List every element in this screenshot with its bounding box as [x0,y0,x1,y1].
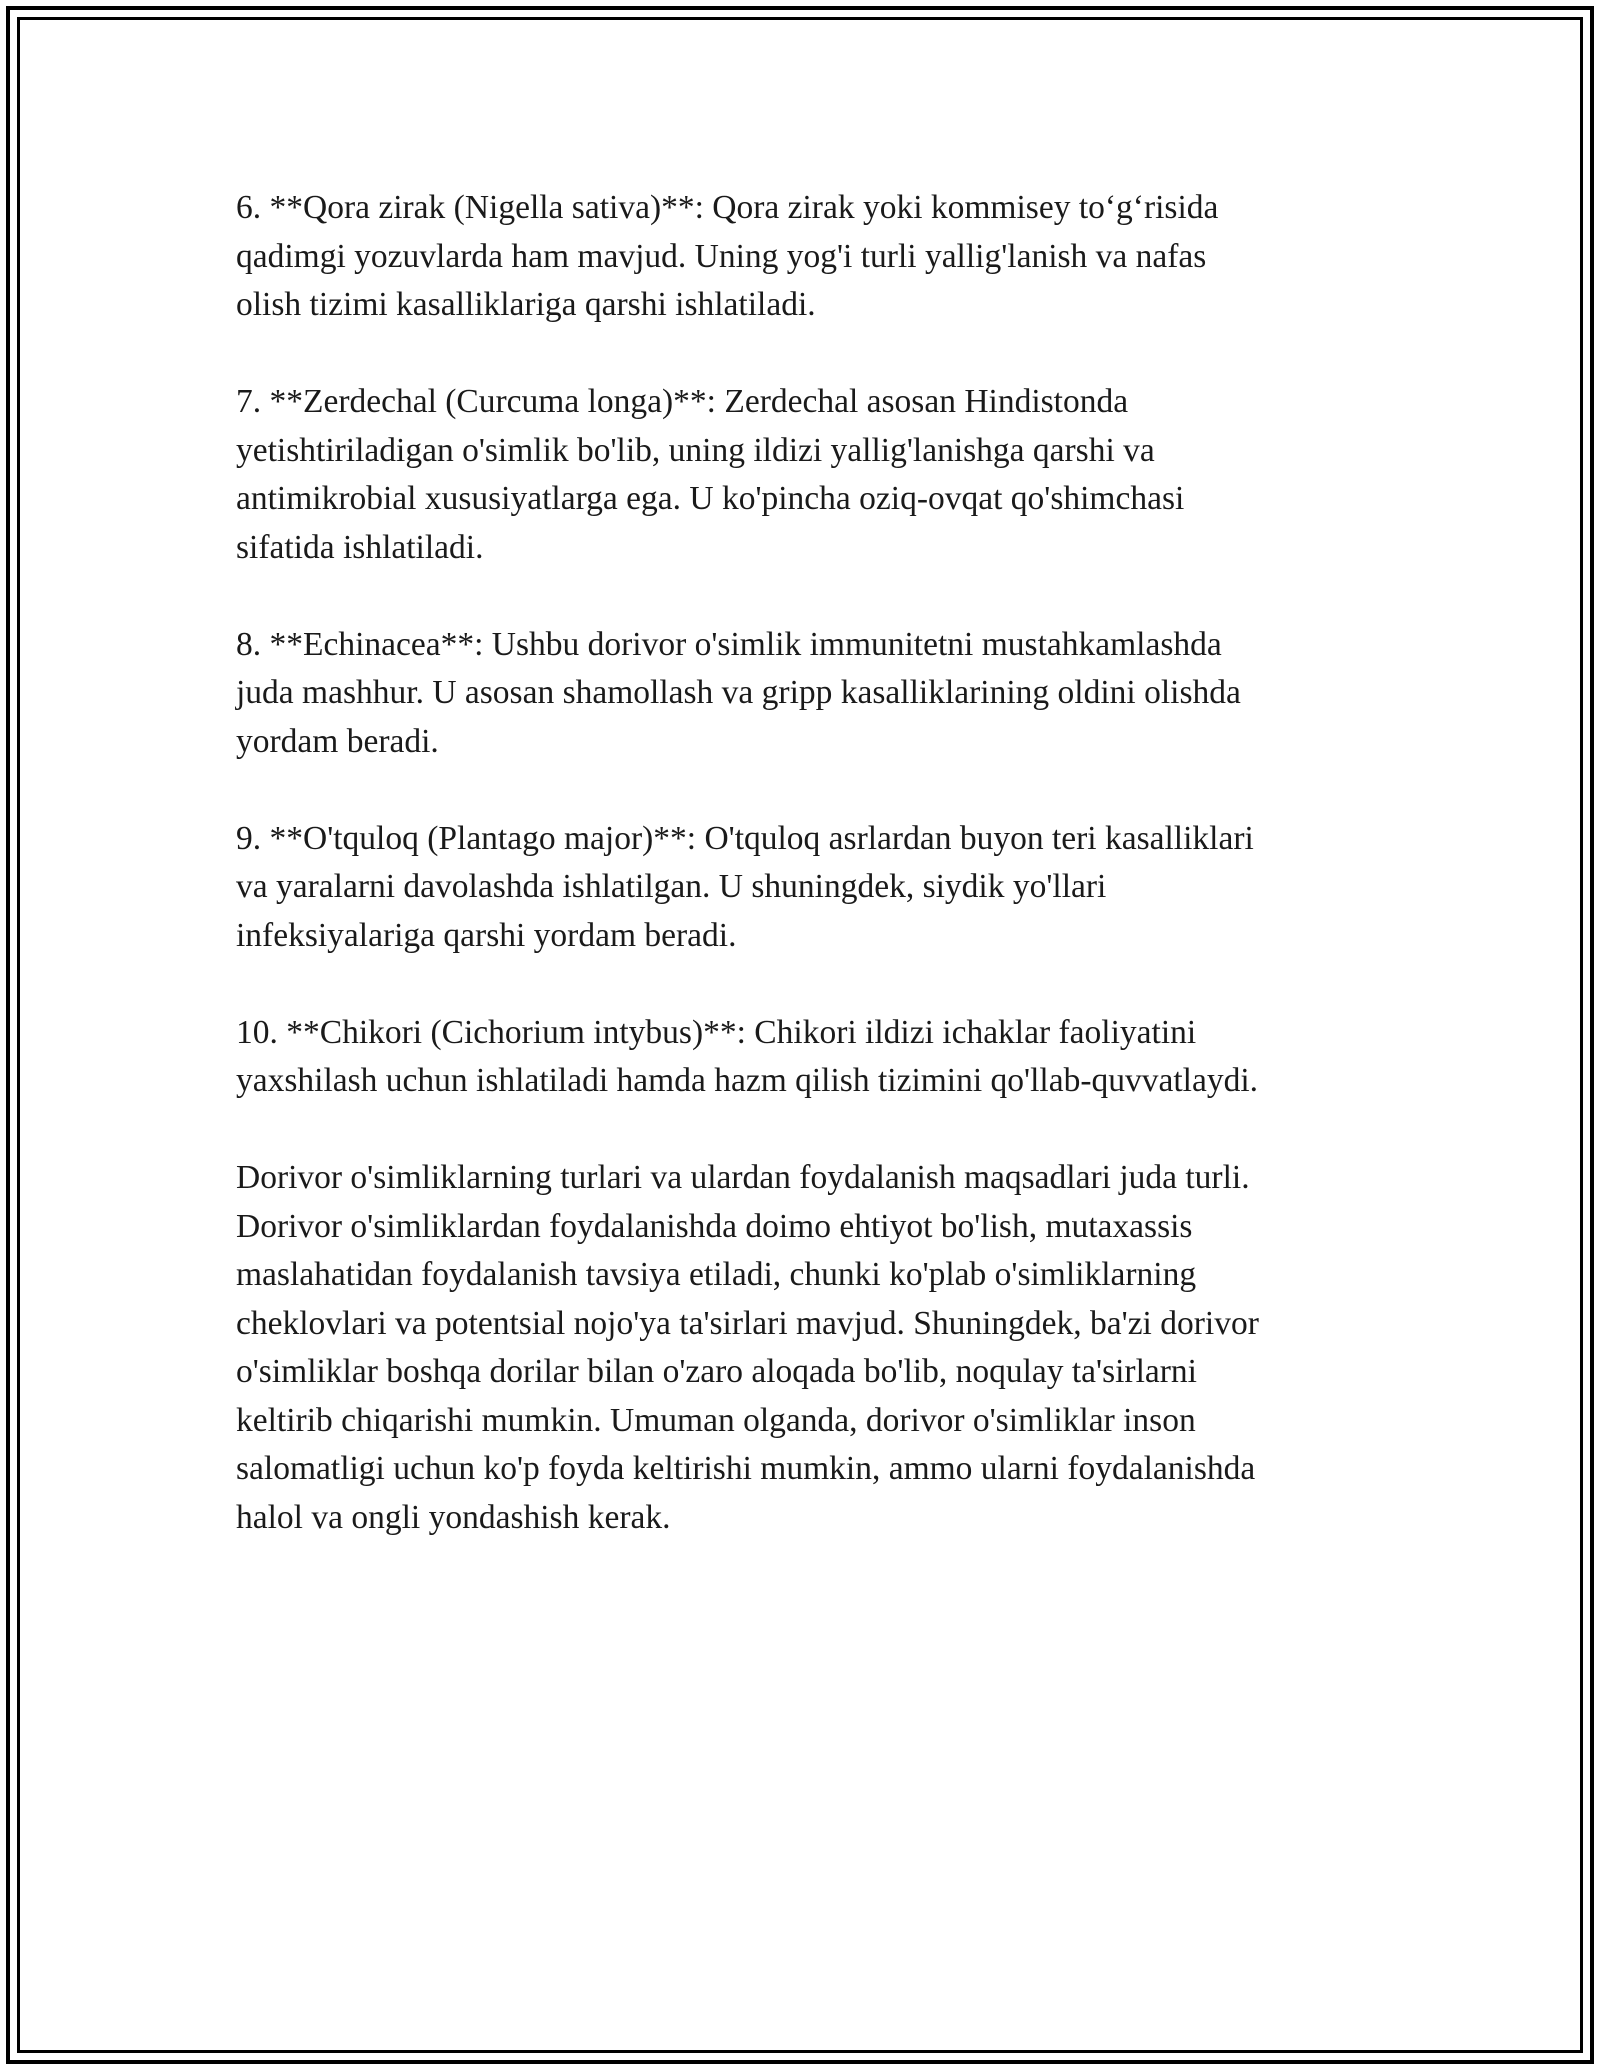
paragraph-item-7-curcuma: 7. **Zerdechal (Curcuma longa)**: Zerdechal asosan Hindistonda yetishtiriladigan o'simlik bo'lib, uning ildizi yallig'lanishga qarshi va antimikrobial xususiyatlarga ega. U ko'pincha oziq-ovqat qo'shimchasi sifatida ishlatiladi. [236,383,1185,566]
paragraph-conclusion: Dorivor o'simliklarning turlari va ulardan foydalanish maqsadlari juda turli. Dorivor o'simliklardan foydalanishda doimo ehtiyot bo'lish, mutaxassis maslahatidan foydalanish tavsiya etiladi, chunki ko'plab o'simliklarning cheklovlari va potentsial nojo'ya ta'sirlari mavjud. Shuningdek, ba'zi dorivor o'simliklar boshqa dorilar bilan o'zaro aloqada bo'lib, noqulay ta'sirlarni keltirib chiqarishi mumkin. Umuman olganda, dorivor o'simliklar inson salomatligi uchun ko'p foyda keltirishi mumkin, ammo ularni foydalanishda halol va ongli yondashish kerak. [236,1159,1259,1536]
paragraph-item-10-cichorium: 10. **Chikori (Cichorium intybus)**: Chikori ildizi ichaklar faoliyatini yaxshilash uchun ishlatiladi hamda hazm qilish tizimini qo'llab-quvvatlaydi. [236,1013,1259,1099]
paragraph-item-8-echinacea: 8. **Echinacea**: Ushbu dorivor o'simlik immunitetni mustahkamlashda juda mashhur. U asosan shamollash va gripp kasalliklarining oldini olishda yordam beradi. [236,625,1241,760]
document-body [236,184,1386,1591]
paragraph-item-9-plantago: 9. **O'tquloq (Plantago major)**: O'tquloq asrlardan buyon teri kasalliklari va yaralarni davolashda ishlatilgan. U shuningdek, siydik yo'llari infeksiyalariga qarshi yordam beradi. [236,819,1254,954]
paragraph-item-6-nigella: 6. **Qora zirak (Nigella sativa)**: Qora zirak yoki kommisey to‘g‘risida qadimgi yozuvlarda ham mavjud. Uning yog'i turli yallig'lanish va nafas olish tizimi kasalliklariga qarshi ishlatiladi. [236,189,1219,323]
